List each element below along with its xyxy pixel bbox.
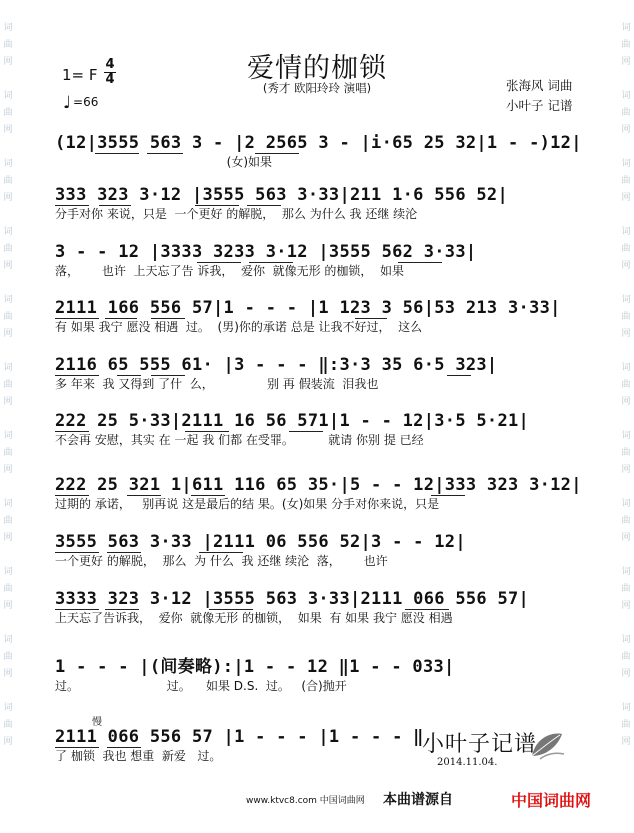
footer-source: 本曲谱源自 — [383, 792, 453, 808]
notes-row: 3 - - 12 |3333 3233 3·12 |3555 562 3·33| — [55, 242, 477, 262]
lyrics-row: (女)如果 — [55, 155, 273, 169]
lyrics-row: 多 年来 我 又得到 了什 么， 别 再 假装流 泪我也 — [55, 377, 379, 391]
leaf-icon — [526, 726, 566, 762]
notes-row: 3555 563 3·33 |2111 06 556 52|3 - - 12| — [55, 532, 466, 552]
footer-site[interactable]: www.ktvc8.com 中国词曲网 — [246, 796, 365, 806]
footer — [0, 789, 634, 810]
song-subtitle: (秀才 欧阳玲玲 演唱) — [262, 81, 372, 95]
score-line — [55, 354, 580, 392]
notes-row: 2111 166 556 57|1 - - - |1 123 3 56|53 213 3·33| — [55, 298, 561, 318]
time-signature — [104, 59, 116, 86]
notes-row: 1 - - - |(间奏略):|1 - - 12 ‖1 - - 033| — [55, 657, 455, 677]
signature: 小叶子记谱 — [422, 732, 538, 757]
score-line — [55, 474, 580, 512]
notes-row: 2111 066 556 57 |1 - - - |1 - - - ‖ — [55, 727, 424, 747]
lyrics-row: 过期的 承诺， 别再说 这是最后的结 果。(女)如果 分手对你来说，只是 — [55, 497, 440, 511]
watermark-right: 词 曲 网 词 曲 网 词 曲 网 词 曲 网 词 曲 网 词 曲 网 词 曲 网 词 曲 网 词 曲 网 词 曲 网 词 曲 网 — [621, 23, 631, 747]
footer-brand[interactable]: 中国词曲网 — [511, 791, 592, 810]
score-line — [55, 184, 580, 222]
lyrics-row: 上天忘了告诉我， 爱你 就像无形 的枷锁， 如果 有 如果 我宁 愿没 相遇 — [55, 611, 453, 625]
notes-row: 3333 323 3·12 |3555 563 3·33|2111 066 556 57| — [55, 589, 530, 609]
score-line — [55, 588, 580, 626]
score-line — [55, 132, 580, 170]
arranger-credit: 小叶子 记谱 — [506, 98, 573, 113]
time-top: 4 — [105, 57, 115, 72]
watermark-left: 词 曲 网 词 曲 网 词 曲 网 词 曲 网 词 曲 网 词 曲 网 词 曲 网 词 曲 网 词 曲 网 词 曲 网 词 曲 网 — [3, 23, 13, 747]
lyrics-row: 有 如果 我宁 愿没 相遇 过。 (男)你的承诺 总是 让我不好过， 这么 — [55, 320, 423, 334]
tempo-mark — [63, 93, 98, 113]
lyricist-credit: 张海风 词曲 — [506, 78, 573, 93]
lyrics-row: 不会再 安慰，其实 在 一起 我 们都 在受罪。 就请 你别 提 已经 — [55, 433, 424, 447]
tempo-value: =66 — [73, 95, 99, 109]
notes-row: 222 25 5·33|2111 16 56 571|1 - - 12|3·5 5·21| — [55, 411, 530, 431]
notes-row: 222 25 321 1|611 116 65 35·|5 - - 12|333 323 3·12| — [55, 475, 582, 495]
quarter-note-icon: ♩ — [63, 93, 72, 113]
notes-row: 2116 65 555 61· |3 - - - ‖:3·3 35 6·5 323| — [55, 355, 498, 375]
lyrics-row: 落， 也许 上天忘了告 诉我， 爱你 就像无形 的枷锁， 如果 — [55, 264, 405, 278]
time-bottom: 4 — [105, 72, 115, 87]
score-line — [55, 297, 580, 335]
lyrics-row: 一个更好 的解脱， 那么 为 什么 我 还继 续沦 落， 也许 — [55, 554, 388, 568]
lyrics-row: 过。 过。 如果 D.S. 过。 (合)抛开 — [55, 679, 347, 693]
score-line — [55, 656, 580, 694]
score-line — [55, 241, 580, 279]
key-signature: 1= F — [62, 66, 98, 84]
lyrics-row: 了 枷锁 我也 想重 新爱 过。 — [55, 749, 222, 763]
score-line — [55, 410, 580, 448]
signature-date: 2014.11.04. — [437, 757, 498, 768]
notes-row: (12|3555 563 3 - |2 2565 3 - |i·65 25 32|1 - -)12| — [55, 133, 582, 153]
tempo-slow-mark: 慢 — [92, 717, 102, 728]
song-title: 爱情的枷锁 — [247, 53, 387, 84]
lyrics-row: 分手对你 来说，只是 一个更好 的解脱， 那么 为什么 我 还继 续沦 — [55, 207, 418, 221]
score-line — [55, 531, 580, 569]
notes-row: 333 323 3·12 |3555 563 3·33|211 1·6 556 52| — [55, 185, 508, 205]
